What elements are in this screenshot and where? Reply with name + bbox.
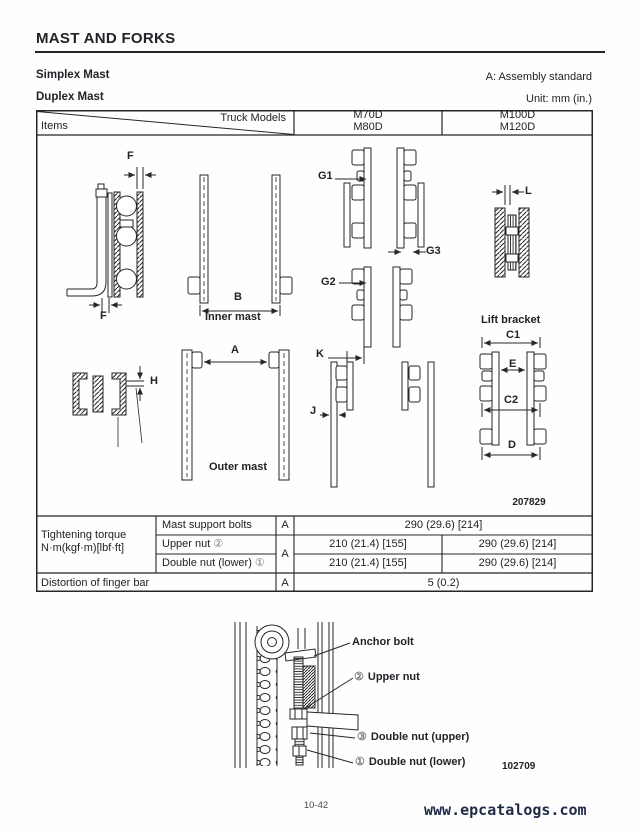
label-text: Anchor bolt <box>352 636 414 648</box>
label-text: Upper nut <box>367 671 420 683</box>
label-double-nut-upper <box>357 731 469 744</box>
fork-carriage-figure <box>67 167 156 313</box>
model-name: M70D <box>353 109 383 121</box>
dim-label-g2: G2 <box>321 276 336 288</box>
caption-outer-mast: Outer mast <box>209 461 268 473</box>
dim-label-g3: G3 <box>426 245 441 257</box>
mast-section-g2-figure <box>320 267 371 487</box>
torque-row-item <box>162 519 252 532</box>
assembly-mark: A <box>281 577 289 589</box>
dim-label-a: A <box>231 344 239 356</box>
header-items-label: Items <box>41 120 68 132</box>
circled-number: ② <box>213 538 224 550</box>
model-name: M80D <box>353 120 383 133</box>
mast-clearance-l-figure <box>492 185 529 277</box>
label-anchor-bolt <box>352 636 414 649</box>
figure-number-mast-diagram: 207829 <box>512 497 546 508</box>
dim-label-b: B <box>234 291 242 303</box>
header-model-column-m100d-m120d <box>442 110 593 133</box>
assembly-standard-note: A: Assembly standard <box>485 71 592 83</box>
dim-label-c2: C2 <box>504 394 519 406</box>
caption-inner-mast: Inner mast <box>205 311 261 323</box>
header-model-column-m70d-m80d <box>294 110 442 133</box>
dim-label-l: L <box>525 185 532 197</box>
dim-label-h: H <box>150 375 158 387</box>
assembly-mark: A <box>281 519 289 531</box>
caption-lift-bracket: Lift bracket <box>481 314 541 326</box>
dim-label-f-bottom: F <box>100 310 107 322</box>
dim-label-d: D <box>508 439 516 451</box>
mast-section-g1-figure <box>335 148 371 248</box>
model-name: M120D <box>499 120 536 133</box>
watermark-url: www.epcatalogs.com <box>424 801 587 819</box>
distortion-row-label: Distortion of finger bar <box>41 577 150 589</box>
distortion-value: 5 (0.2) <box>427 577 460 589</box>
circled-number: ② <box>354 671 364 683</box>
dim-label-f-top: F <box>127 150 134 162</box>
item-text: Mast support bolts <box>162 519 252 531</box>
torque-row-item <box>162 557 265 570</box>
page-title: MAST AND FORKS <box>36 30 176 47</box>
item-text: Upper nut <box>162 538 211 550</box>
page-number: 10-42 <box>303 800 329 811</box>
torque-value-merged: 290 (29.6) [214] <box>404 519 483 531</box>
circled-number: ③ <box>357 731 367 743</box>
dim-label-c1: C1 <box>506 329 521 341</box>
assembly-mark: A <box>281 548 289 560</box>
subtitle-duplex-mast: Duplex Mast <box>36 91 104 103</box>
dim-label-g1: G1 <box>318 170 333 182</box>
circled-number: ① <box>355 756 365 768</box>
torque-value: 210 (21.4) [155] <box>329 557 407 569</box>
label-text: Double nut (upper) <box>370 731 470 743</box>
subtitle-simplex-mast: Simplex Mast <box>36 69 110 81</box>
torque-row-item <box>162 538 223 551</box>
mast-section-mirror-figure <box>393 267 434 487</box>
model-name: M100D <box>499 109 536 121</box>
torque-group-label-line1: Tightening torque <box>41 529 127 541</box>
dim-label-k: K <box>316 348 324 360</box>
item-text: Double nut (lower) <box>162 557 252 569</box>
finger-bar-section-figure <box>73 366 144 447</box>
circled-number: ① <box>254 557 265 569</box>
label-double-nut-lower <box>355 756 465 769</box>
label-text: Double nut (lower) <box>368 756 466 768</box>
unit-note: Unit: mm (in.) <box>526 93 592 105</box>
figure-number-detail: 102709 <box>502 761 536 772</box>
torque-group-label-line2: N·m(kgf·m)[lbf·ft] <box>41 542 125 554</box>
torque-value: 210 (21.4) [155] <box>329 538 407 550</box>
torque-value: 290 (29.6) [214] <box>478 538 557 550</box>
header-truck-models-label: Truck Models <box>220 112 286 124</box>
label-upper-nut <box>354 671 420 684</box>
dim-label-e: E <box>509 358 517 370</box>
torque-value: 290 (29.6) [214] <box>478 557 557 569</box>
title-rule <box>35 51 605 53</box>
mast-section-g3-figure <box>388 148 426 252</box>
dim-label-j: J <box>310 405 317 417</box>
